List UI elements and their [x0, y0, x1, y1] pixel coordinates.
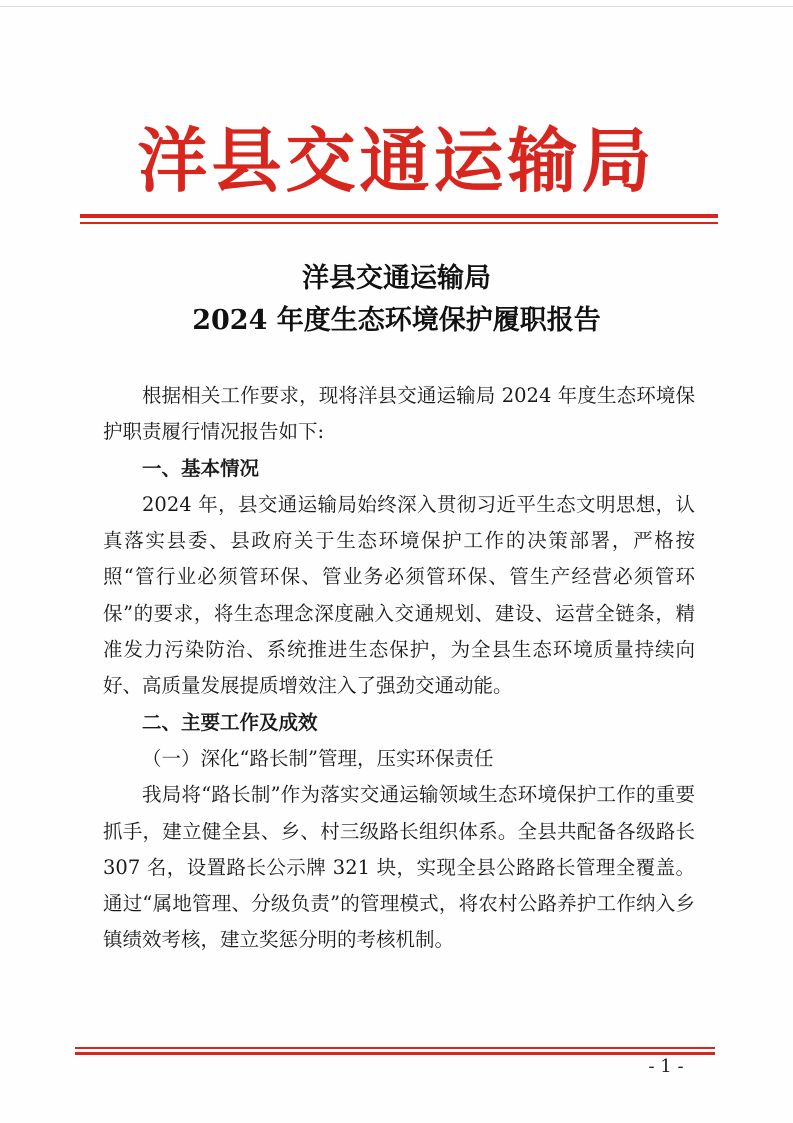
red-rule-thick	[80, 214, 718, 218]
section-basic-paragraph: 2024 年，县交通运输局始终深入贯彻习近平生态文明思想，认真落实县委、县政府关于生态环境保护工作的决策部署，严格按照“管行业必须管环保、管业务必须管环保、管生产经营必须管环保”的要求，将生态理念深度融入交通规划、建设、运营全链条，精准发力污染防治、系统推进生态保护，为全县生态环境质量持续向好、高质量发展提质增效注入了强劲交通动能。	[103, 492, 695, 698]
masthead-org-name: 洋县交通运输局	[137, 119, 656, 202]
red-rule-thin	[80, 222, 718, 224]
document-title-line1: 洋县交通运输局	[302, 263, 491, 294]
subsection-heading-road-chief: （一）深化“路长制”管理，压实环保责任	[142, 746, 494, 770]
footer-rule-thin	[75, 1047, 715, 1049]
document-title-line2: 2024 年度生态环境保护履职报告	[192, 305, 601, 336]
intro-paragraph: 根据相关工作要求，现将洋县交通运输局 2024 年度生态环境保护职责履行情况报告如下:	[103, 384, 695, 444]
subsection-road-chief-paragraph: 我局将“路长制”作为落实交通运输领域生态环境保护工作的重要抓手，建立健全县、乡、村三级路长组织体系。全县共配备各级路长 307 名，设置路长公示牌 321 块，实现全县公路路长管理全覆盖。通过“属地管理、分级负责”的管理模式，将农村公路养护工作纳入乡镇绩效考核，建立奖惩分明的考核机制。	[103, 783, 695, 952]
footer-rule-thick	[75, 1052, 715, 1055]
section-heading-basic: 一、基本情况	[142, 456, 260, 480]
document-body	[103, 378, 695, 959]
section-heading-main-work: 二、主要工作及成效	[142, 710, 318, 734]
document-title	[0, 258, 793, 342]
page-number: - 1 -	[648, 1056, 684, 1077]
page-top-edge	[0, 6, 793, 7]
